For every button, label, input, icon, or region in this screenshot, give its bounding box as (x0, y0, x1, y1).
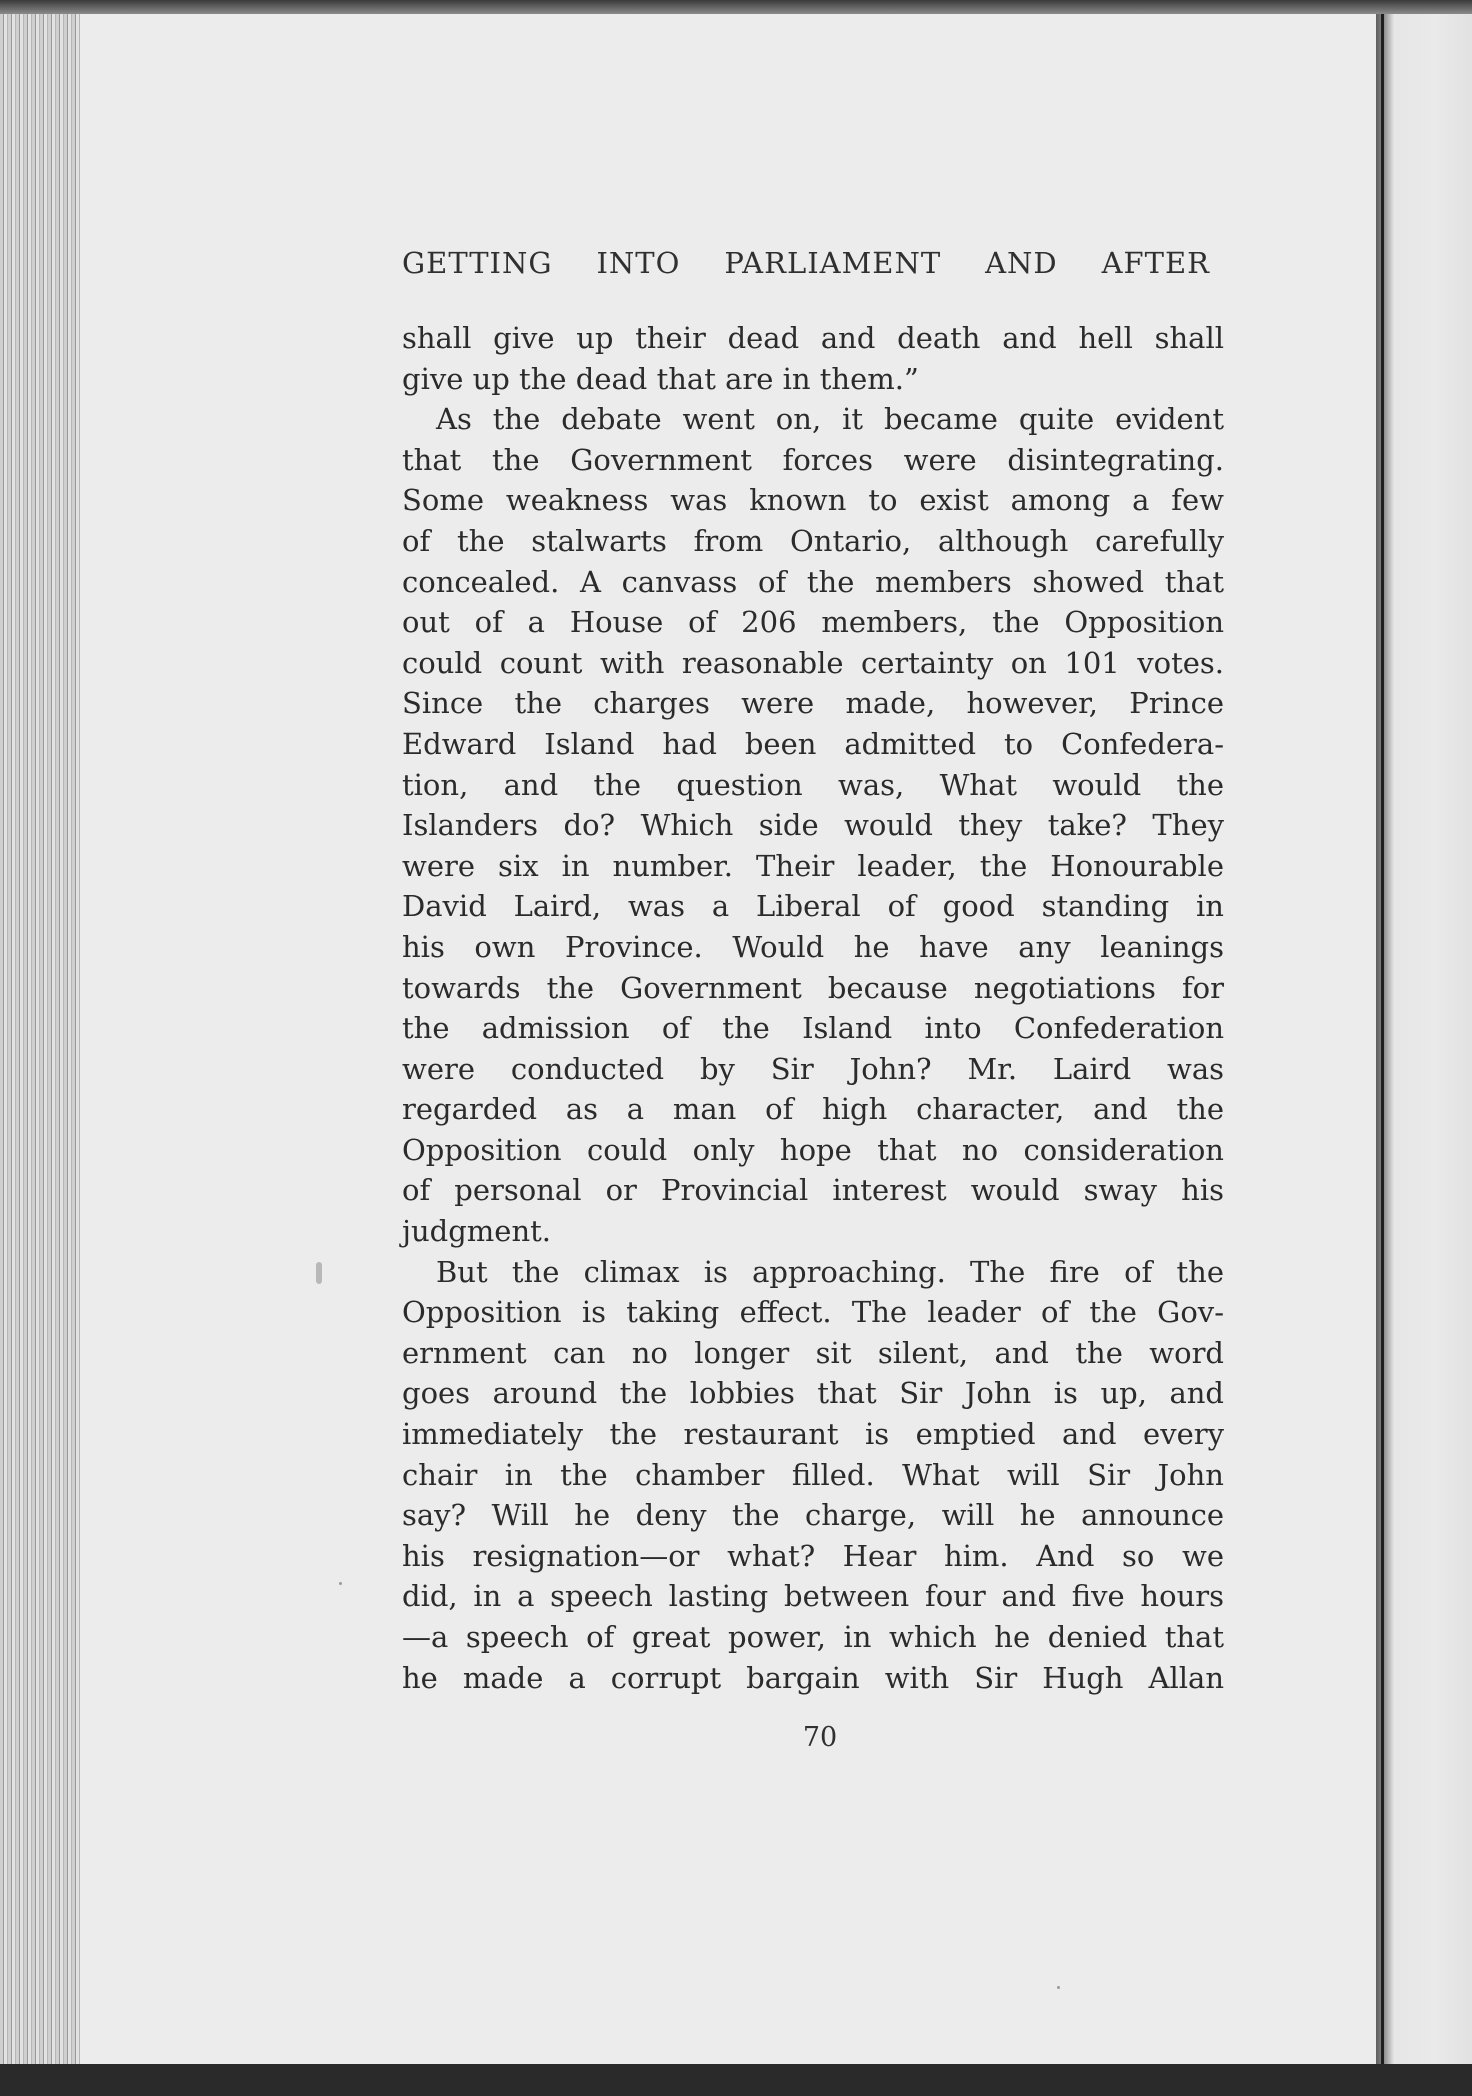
text-line: could count with reasonable certainty on 101 votes. (402, 645, 1224, 680)
text-line: the admission of the Island into Confederation (402, 1011, 1224, 1046)
text-line: regarded as a man of high character, and the (402, 1092, 1224, 1127)
text-line: his own Province. Would he have any leanings (402, 929, 1224, 964)
text-line: chair in the chamber filled. What will Sir John (402, 1457, 1224, 1492)
text-line: out of a House of 206 members, the Opposition (402, 605, 1224, 640)
text-line: give up the dead that are in them.” (402, 361, 919, 396)
book-bottom-edge (0, 2064, 1472, 2096)
text-line: Since the charges were made, however, Prince (402, 686, 1224, 721)
paper-speck (339, 1582, 342, 1585)
body-text (402, 318, 1224, 1698)
paper-speck (1057, 1986, 1060, 1989)
binding-gutter-line (1381, 14, 1384, 2064)
text-line: he made a corrupt bargain with Sir Hugh Allan (402, 1660, 1224, 1695)
text-line: were conducted by Sir John? Mr. Laird was (402, 1051, 1224, 1086)
text-line: But the climax is approaching. The fire of the (436, 1254, 1224, 1289)
running-head: GETTING INTO PARLIAMENT AND AFTER (402, 246, 1210, 280)
book-top-edge (0, 0, 1472, 14)
facing-page-edge (1376, 14, 1472, 2064)
text-line: ernment can no longer sit silent, and the word (402, 1335, 1224, 1370)
text-line: of the stalwarts from Ontario, although carefully (402, 523, 1224, 558)
text-line: immediately the restaurant is emptied and every (402, 1417, 1224, 1452)
text-line: goes around the lobbies that Sir John is up, and (402, 1376, 1224, 1411)
page-number: 70 (802, 1722, 838, 1753)
text-line: that the Government forces were disintegrating. (402, 442, 1224, 477)
page-stack-edge (0, 14, 80, 2064)
paper-speck (316, 1262, 322, 1284)
text-line: were six in number. Their leader, the Honourable (402, 848, 1224, 883)
text-line: Islanders do? Which side would they take? They (402, 808, 1224, 843)
text-line: Opposition is taking effect. The leader of the Gov- (402, 1295, 1224, 1330)
text-line: towards the Government because negotiations for (402, 970, 1224, 1005)
text-line: concealed. A canvass of the members showed that (402, 564, 1224, 599)
text-line: shall give up their dead and death and hell shall (402, 321, 1224, 355)
text-line: say? Will he deny the charge, will he announce (402, 1498, 1224, 1533)
text-line: tion, and the question was, What would the (402, 767, 1224, 802)
text-line: Opposition could only hope that no consideration (402, 1132, 1224, 1167)
text-line: of personal or Provincial interest would sway his (402, 1173, 1224, 1208)
text-line: judgment. (402, 1214, 552, 1249)
text-line: did, in a speech lasting between four and five hours (402, 1579, 1224, 1614)
text-line: As the debate went on, it became quite evident (436, 402, 1224, 437)
text-line: David Laird, was a Liberal of good standing in (402, 889, 1224, 924)
text-line: his resignation—or what? Hear him. And so we (402, 1538, 1224, 1573)
text-line: Some weakness was known to exist among a few (402, 483, 1224, 518)
text-line: Edward Island had been admitted to Confedera- (402, 726, 1224, 761)
text-line: —a speech of great power, in which he denied that (402, 1620, 1224, 1654)
